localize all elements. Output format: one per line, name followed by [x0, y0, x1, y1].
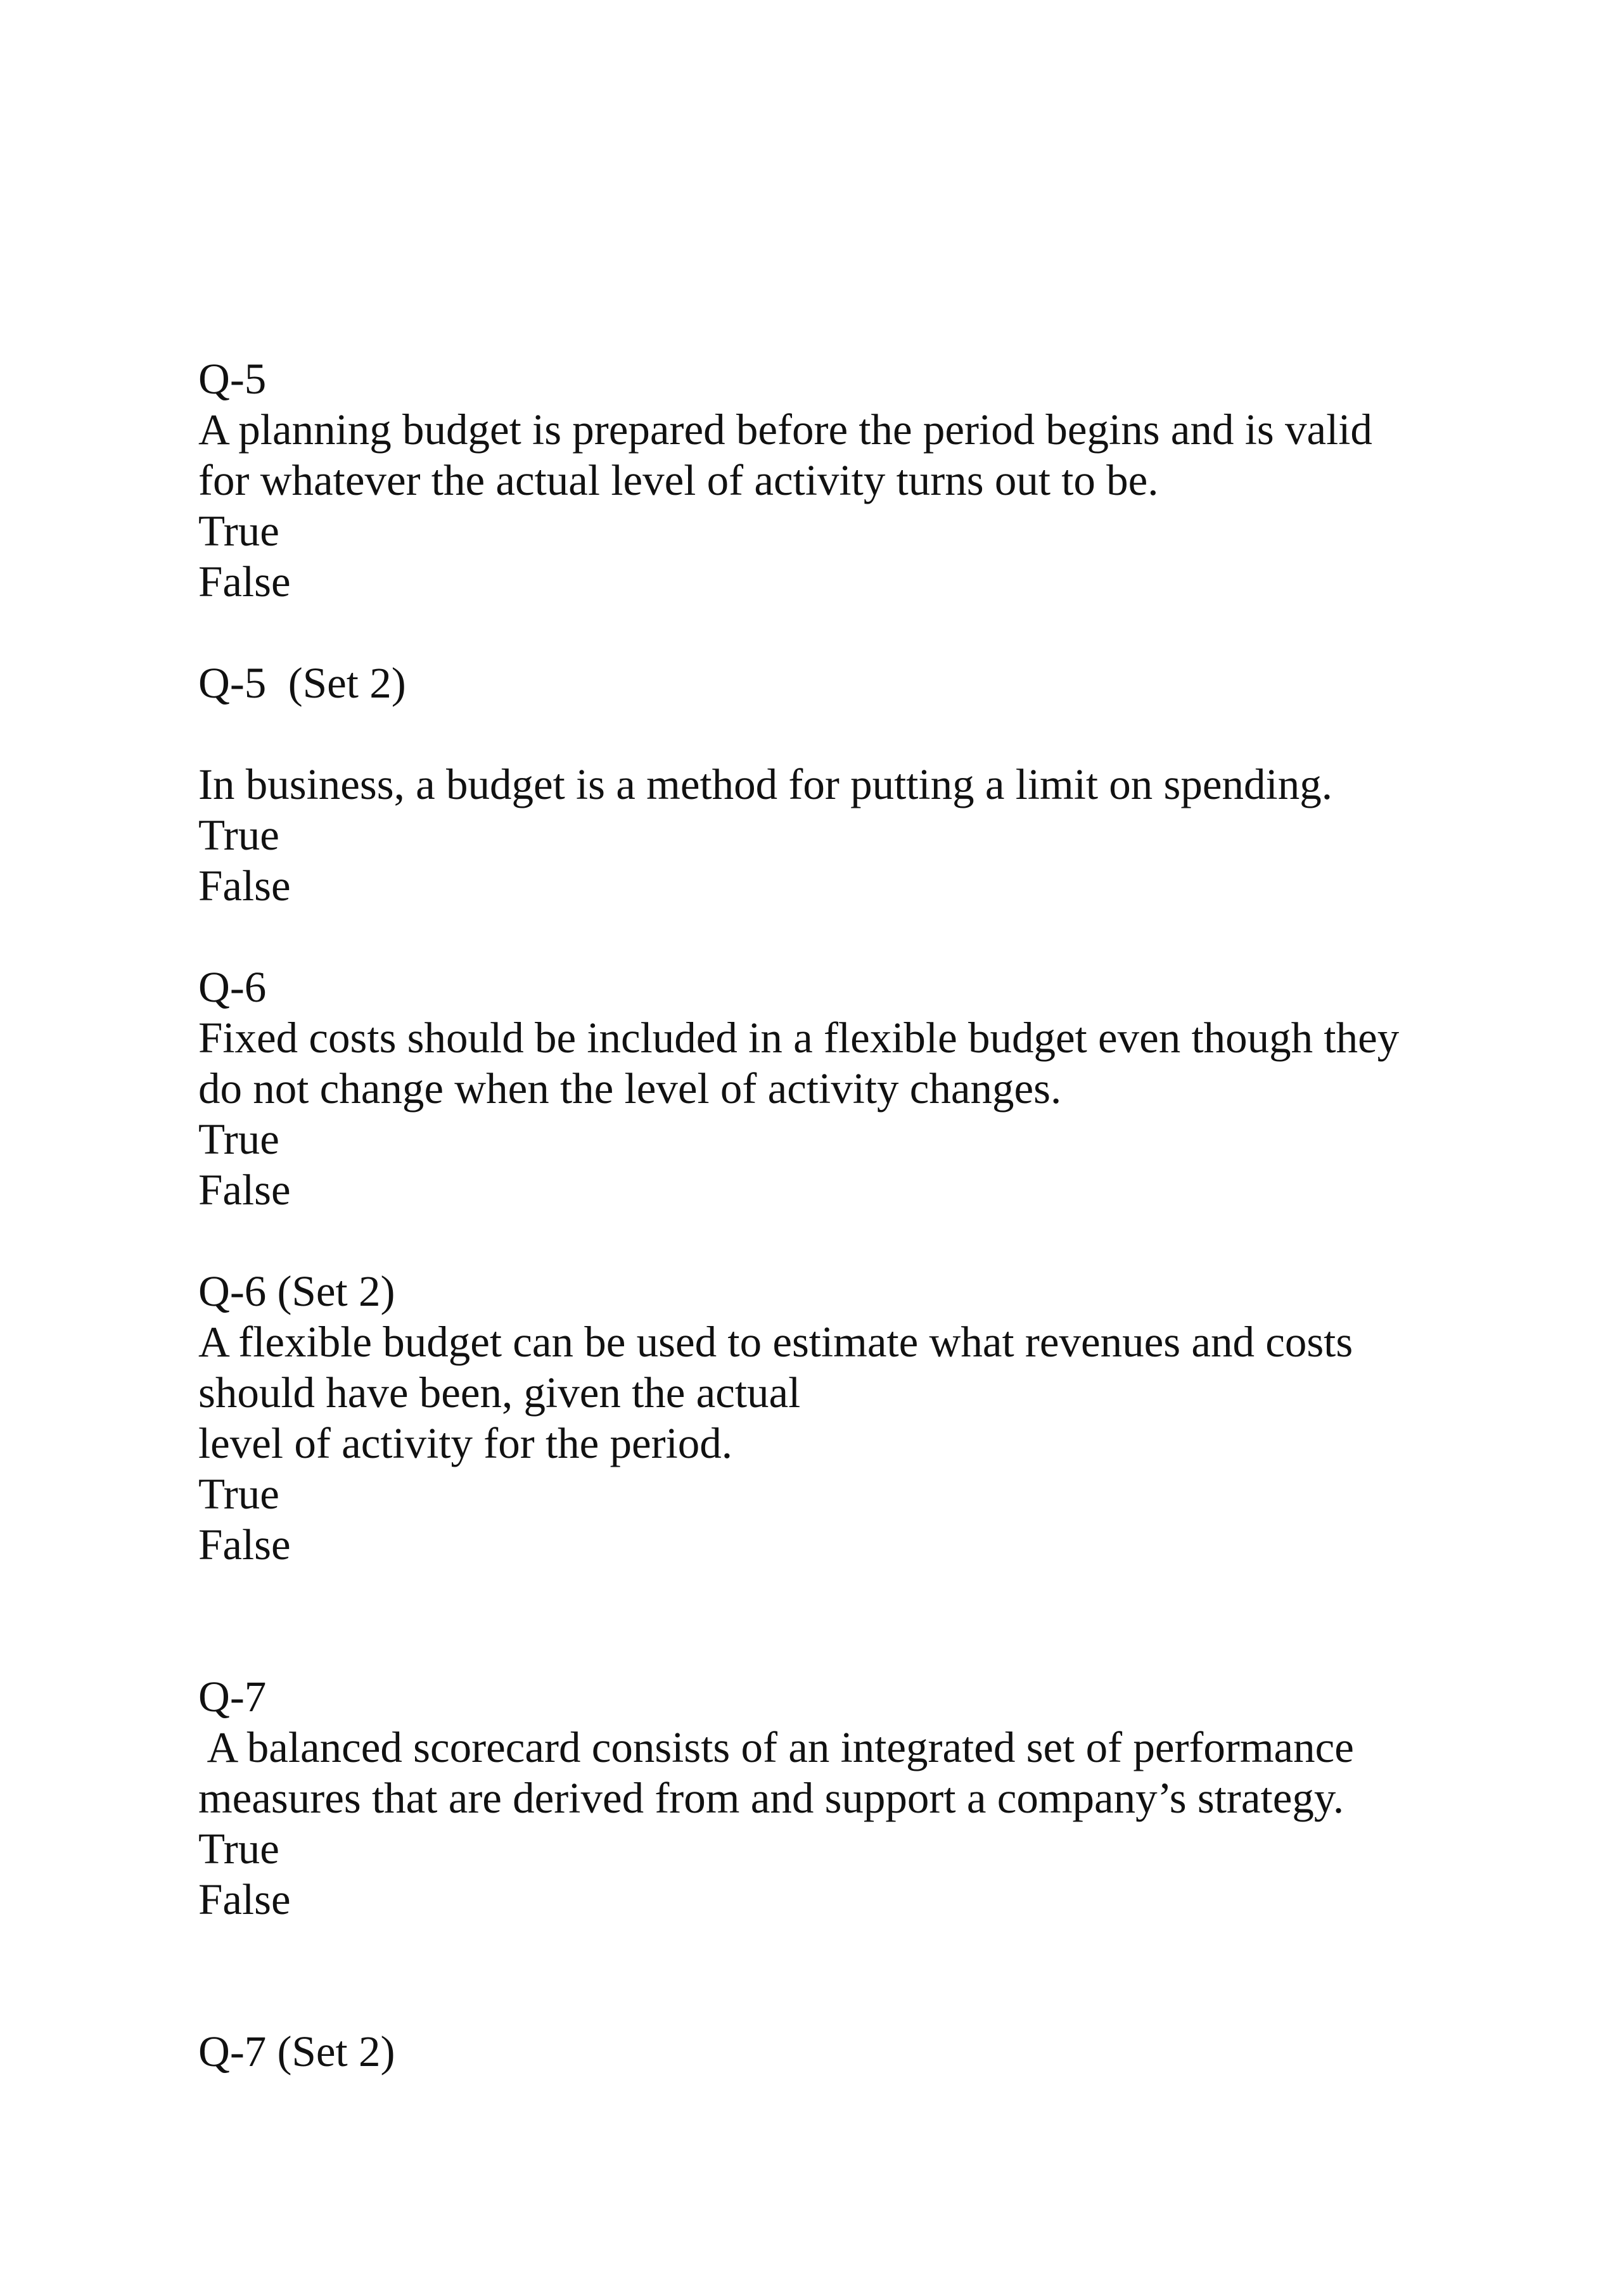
option-true: True: [198, 811, 279, 859]
question-id: Q-5 (Set 2): [198, 659, 406, 707]
question-text-line: level of activity for the period.: [198, 1419, 733, 1467]
question-text-line: for whatever the actual level of activity turns out to be.: [198, 456, 1159, 504]
option-true: True: [198, 1825, 279, 1873]
option-true: True: [198, 1470, 279, 1518]
question-id: Q-5: [198, 355, 267, 403]
question-id: Q-7 (Set 2): [198, 2027, 395, 2076]
option-false: False: [198, 1166, 291, 1214]
question-text-line: A balanced scorecard consists of an integrated set of performance: [198, 1723, 1354, 1771]
question-id: Q-7: [198, 1673, 267, 1721]
question-text-line: A flexible budget can be used to estimate what revenues and costs: [198, 1318, 1353, 1366]
question-text-line: do not change when the level of activity changes.: [198, 1064, 1062, 1113]
option-false: False: [198, 558, 291, 606]
question-text-line: Fixed costs should be included in a flexible budget even though they: [198, 1014, 1400, 1062]
option-true: True: [198, 507, 279, 555]
question-text-line: In business, a budget is a method for putting a limit on spending.: [198, 760, 1332, 808]
option-false: False: [198, 1521, 291, 1569]
question-text-line: should have been, given the actual: [198, 1368, 801, 1417]
option-false: False: [198, 1875, 291, 1923]
question-id: Q-6 (Set 2): [198, 1267, 395, 1315]
option-true: True: [198, 1115, 279, 1163]
option-false: False: [198, 862, 291, 910]
question-text-line: measures that are derived from and support a company’s strategy.: [198, 1774, 1344, 1822]
question-text-line: A planning budget is prepared before the period begins and is valid: [198, 405, 1372, 454]
question-id: Q-6: [198, 963, 267, 1011]
